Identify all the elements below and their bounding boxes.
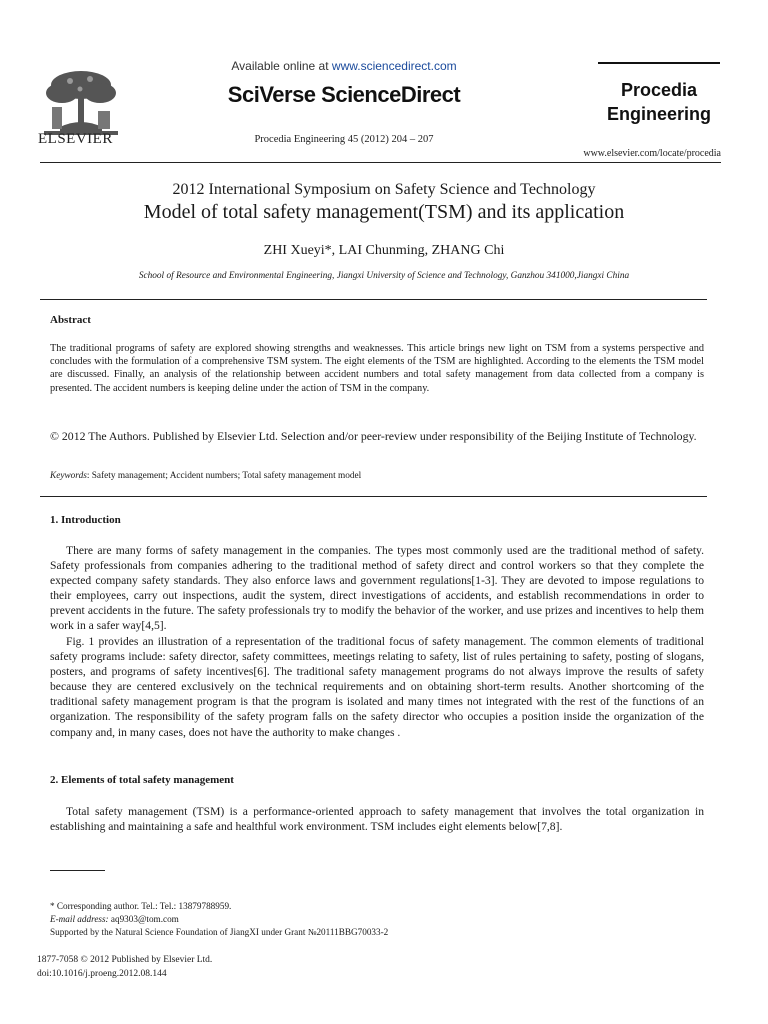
doi-line[interactable]: doi:10.1016/j.proeng.2012.08.144 bbox=[37, 969, 167, 979]
keywords-list: : Safety management; Accident numbers; Total safety management model bbox=[86, 471, 362, 481]
journal-name-line2: Engineering bbox=[606, 104, 711, 124]
section-1-paragraph-1: There are many forms of safety management in the companies. The types most commonly used are the traditional method of safety. Safety professionals from companies adhering to the traditional method of safety direct and control workers so that they complete the expected company safety standards. They also enforce laws and government regulations[1-3]. They are devoted to impose regulations to their employees, carry out inspections, audit the system, direct investigations of accidents, and establish recommendations in order to prevent accidents in the future. The safety professionals try to modify the behavior of the worker, and use prizes and incentives to help them work in a safer way[4,5]. bbox=[50, 544, 704, 633]
keywords-label: Keywords bbox=[50, 471, 87, 481]
section-1-heading: 1. Introduction bbox=[50, 514, 121, 526]
journal-url[interactable]: www.elsevier.com/locate/procedia bbox=[583, 148, 721, 159]
corresponding-author-note: * Corresponding author. Tel.: Tel.: 13879788959. bbox=[50, 901, 232, 911]
author-affiliation: School of Resource and Environmental Engineering, Jiangxi University of Science and Technology, Ganzhou 341000,Jiangxi China bbox=[138, 271, 630, 281]
abstract-body: The traditional programs of safety are explored showing strengths and weaknesses. This article brings new light on TSM from a systems perspective and concludes with the formulation of a comprehensive TSM system. The eight elements of the TSM are highlighted. According to the elements the TSM model are discussed. Finally, an analysis of the relationship between accident numbers and total safety management from data collected from a company is presented. The accident numbers is keeping deline under the action of TSM in the company. bbox=[50, 343, 704, 394]
article-authors: ZHI Xueyi*, LAI Chunming, ZHANG Chi bbox=[263, 243, 505, 258]
section-2-paragraph-1: Total safety management (TSM) is a performance-oriented approach to safety management that involves the total organization in establishing and maintaining a safe and healthful work environment. TSM includes eight elements below[7,8]. bbox=[50, 805, 704, 834]
journal-name-line1: Procedia bbox=[620, 80, 698, 100]
journal-name-rule bbox=[598, 62, 720, 64]
available-online bbox=[0, 59, 688, 73]
section-2-heading: 2. Elements of total safety management bbox=[50, 774, 234, 786]
journal-reference: Procedia Engineering 45 (2012) 204 – 207 bbox=[254, 134, 434, 145]
available-prefix: Available online at bbox=[231, 59, 332, 73]
footnote-divider bbox=[50, 870, 105, 871]
abstract-bottom-divider bbox=[40, 496, 707, 497]
symposium-name: 2012 International Symposium on Safety Science and Technology bbox=[172, 181, 596, 198]
email-address[interactable]: aq9303@tom.com bbox=[108, 914, 179, 924]
article-title: Model of total safety management(TSM) and its application bbox=[143, 201, 625, 223]
header-divider bbox=[40, 162, 721, 163]
sciencedirect-link[interactable]: www.sciencedirect.com bbox=[331, 59, 457, 73]
email-note bbox=[50, 913, 179, 925]
journal-name bbox=[598, 78, 720, 126]
publisher-name: ELSEVIER bbox=[38, 131, 113, 147]
abstract-heading: Abstract bbox=[50, 314, 91, 326]
sciverse-brand: SciVerse ScienceDirect bbox=[227, 82, 461, 107]
abstract-top-divider bbox=[40, 299, 707, 300]
email-label: E-mail address: bbox=[50, 914, 109, 924]
issn-line: 1877-7058 © 2012 Published by Elsevier Ltd. bbox=[37, 955, 213, 965]
section-1-paragraph-2: Fig. 1 provides an illustration of a representation of the traditional focus of safety management. The common elements of traditional safety programs include: safety director, safety committees, meetings relating to safety, list of rules pertaining to safety, posting of slogans, posters, and programs of safety incentives[6]. The traditional safety management programs do not always improve the results of safety because they are centered exclusively on the technical requirements and on obtaining short-term results. Another shortcoming of the traditional safety management program is that the program is isolated and many times not integrated with the rest of the functions of an organization. The responsibility of the safety program falls on the safety director who occupies a position inside the organization of the company and, in many cases, does not have the authority to make changes . bbox=[50, 635, 704, 739]
keywords bbox=[50, 471, 704, 481]
copyright-notice: © 2012 The Authors. Published by Elsevier Ltd. Selection and/or peer-review under responsibility of the Beijing Institute of Technology. bbox=[50, 429, 697, 443]
funding-note: Supported by the Natural Science Foundation of JiangXI under Grant №20111BBG70033-2 bbox=[50, 927, 389, 937]
